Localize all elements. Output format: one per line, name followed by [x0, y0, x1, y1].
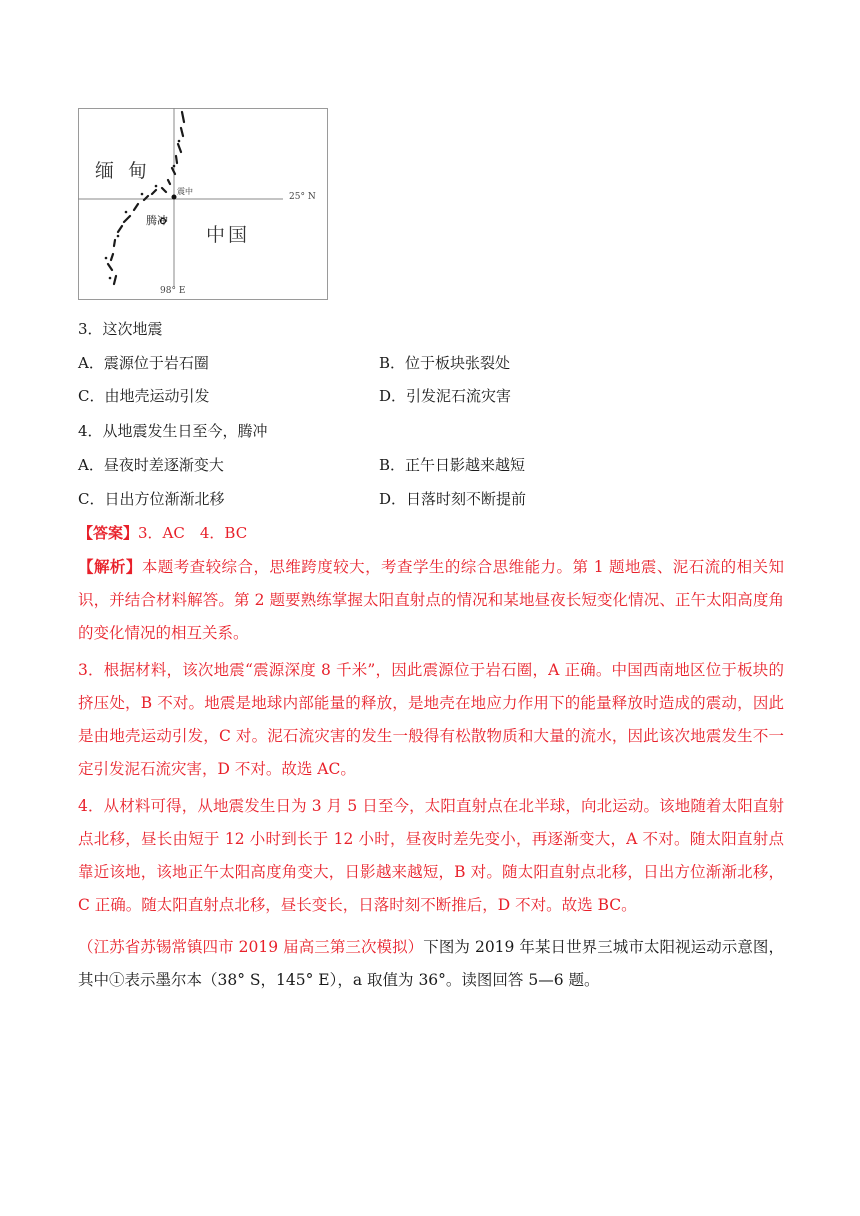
- question-3-option-b: B．位于板块张裂处: [379, 354, 511, 372]
- material-text: 下图为 2019 年某日世界三城市太阳视运动示意图，其中①表示墨尔本（38° S，145° E），a 取值为 36°。读图回答 5—6 题。: [78, 938, 784, 989]
- material-source: （江苏省苏锡常镇四市 2019 届高三第三次模拟）: [78, 938, 424, 956]
- map-label-china: 中国: [206, 224, 251, 246]
- question-4-option-a: A．昼夜时差逐渐变大: [78, 456, 224, 474]
- question-3-option-a: A．震源位于岩石圈: [78, 354, 209, 372]
- map-label-tengchong: 腾冲: [146, 214, 168, 227]
- explanation-3: 3．根据材料，该次地震“震源深度 8 千米”，因此震源位于岩石圈，A 正确。中国西南地区位于板块的挤压处，B 不对。地震是地球内部能量的释放，是地壳在地应力作用下的能量释放时造成的震动，因此是由地壳运动引发，C 对。泥石流灾害的发生一般得有松散物质和大量的流水，因此该次地震发生不一定引发泥石流灾害，D 不对。故选 AC。: [78, 661, 784, 778]
- answer-tag: 【答案】: [78, 524, 139, 542]
- question-3-option-c: C．由地壳运动引发: [78, 387, 210, 405]
- answer-line: [78, 523, 247, 543]
- question-3-stem: 3．这次地震: [78, 320, 163, 338]
- analysis-tag: 【解析】: [78, 557, 142, 576]
- map-graphic: [78, 108, 328, 300]
- earthquake-location-map: [78, 108, 328, 300]
- question-3-option-d: D．引发泥石流灾害: [379, 387, 512, 405]
- map-frame: [79, 109, 328, 300]
- question-4-option-d: D．日落时刻不断提前: [379, 490, 527, 508]
- analysis-text: 本题考查较综合，思维跨度较大，考查学生的综合思维能力。第 1 题地震、泥石流的相关知识，并结合材料解答。第 2 题要熟练掌握太阳直射点的情况和某地昼夜长短变化情况、正午太阳高度角的变化情况的相互关系。: [78, 558, 784, 642]
- question-4-option-c: C．日出方位渐渐北移: [78, 490, 225, 508]
- explanation-4: 4．从材料可得，从地震发生日为 3 月 5 日至今，太阳直射点在北半球，向北运动。该地随着太阳直射点北移，昼长由短于 12 小时到长于 12 小时，昼夜时差先变小，再逐渐变大，A 不对。随太阳直射点靠近该地，该地正午太阳高度角变大，日影越来越短，B 对。随太阳直射点北移，日出方位渐渐北移，C 正确。随太阳直射点北移，昼长变长，日落时刻不断推后，D 不对。故选 BC。: [78, 797, 784, 914]
- map-label-latitude: 25° N: [289, 192, 316, 202]
- next-material: [78, 931, 784, 997]
- question-4-stem: 4．从地震发生日至今，腾冲: [78, 422, 268, 440]
- question-4-option-b: B．正午日影越来越短: [379, 456, 526, 474]
- analysis-paragraph: [78, 550, 784, 650]
- map-label-epicenter: 震中: [177, 187, 193, 196]
- epicenter-dot: [172, 195, 177, 200]
- map-label-longitude: 98° E: [160, 286, 186, 296]
- map-label-myanmar: 缅 甸: [95, 160, 152, 182]
- answer-text: 3．AC 4．BC: [138, 524, 248, 542]
